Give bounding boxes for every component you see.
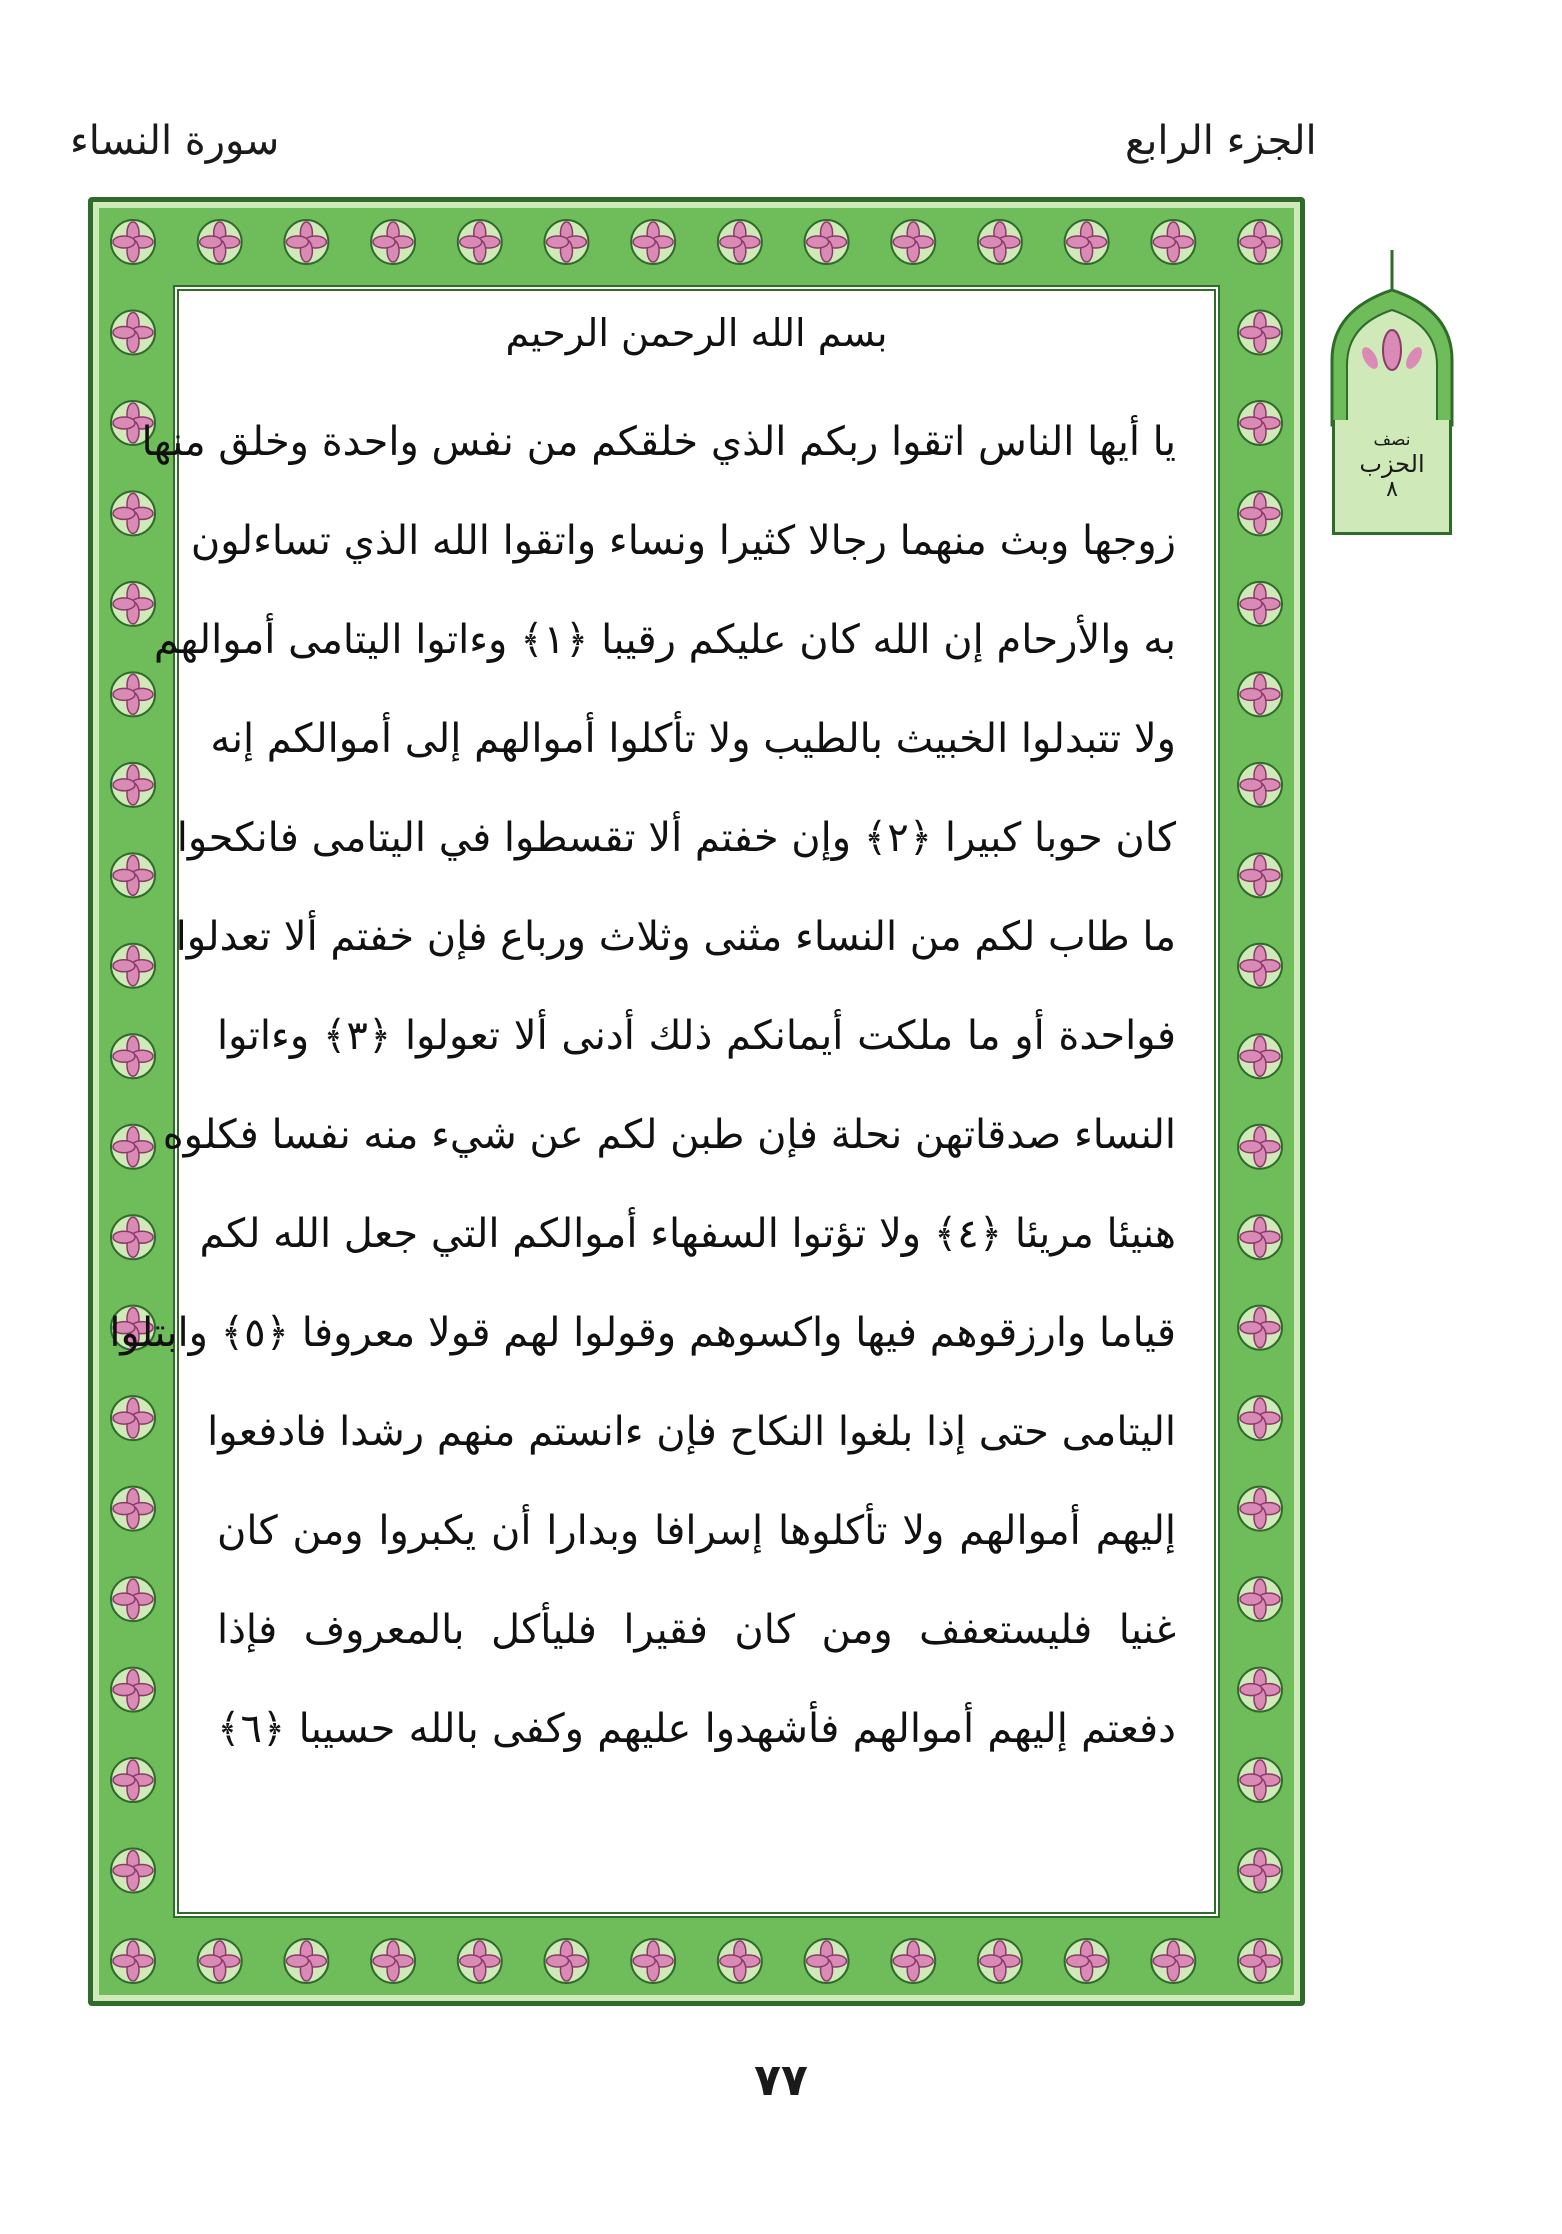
text-line: غنيا فليستعفف ومن كان فقيرا فليأكل بالمعروف فإذا	[217, 1607, 1176, 1653]
flower-motif	[544, 1939, 588, 1983]
flower-motif	[111, 1668, 155, 1712]
flower-motif	[1065, 220, 1109, 264]
flower-motif	[111, 1396, 155, 1440]
flower-motif	[631, 220, 675, 264]
flower-motif	[1238, 1487, 1282, 1531]
text-line: زوجها وبث منهما رجالا كثيرا ونساء واتقوا الله الذي تساءلون	[190, 518, 1176, 564]
flower-motif	[111, 491, 155, 535]
juz-name: الجزء الرابع	[1125, 118, 1317, 164]
flower-motif	[111, 672, 155, 716]
flower-motif	[1238, 1577, 1282, 1621]
hizb-label: الحزب	[1359, 450, 1425, 478]
flower-motif	[1238, 672, 1282, 716]
flower-motif	[198, 220, 242, 264]
text-panel	[109, 285, 1220, 1918]
hizb-label-box	[1332, 420, 1452, 535]
flower-motif	[111, 310, 155, 354]
hizb-half-label: نصف	[1373, 430, 1411, 450]
flower-motif	[111, 1758, 155, 1802]
flower-motif	[458, 1939, 502, 1983]
verse-lines	[109, 393, 1176, 1779]
text-line: يا أيها الناس اتقوا ربكم الذي خلقكم من نفس واحدة وخلق منها	[141, 419, 1176, 465]
text-line: اليتامى حتى إذا بلغوا النكاح فإن ءانستم منهم رشدا فادفعوا	[207, 1409, 1176, 1455]
hizb-number: ٨	[1386, 477, 1398, 502]
hizb-dome-icon	[1322, 250, 1462, 425]
flower-motif	[631, 1939, 675, 1983]
flower-motif	[1238, 582, 1282, 626]
text-line: قياما وارزقوهم فيها واكسوهم وقولوا لهم قولا معروفا ﴿٥﴾ وابتلوا	[109, 1310, 1176, 1356]
page-number: ٧٧	[754, 2055, 808, 2106]
flower-motif	[198, 1939, 242, 1983]
text-line: إليهم أموالهم ولا تأكلوها إسرافا وبدارا أن يكبروا ومن كان	[217, 1508, 1176, 1554]
flower-motif	[1238, 1306, 1282, 1350]
flower-motif	[111, 1125, 155, 1169]
flower-motif	[458, 220, 502, 264]
flower-motif	[111, 220, 155, 264]
flower-motif	[978, 220, 1022, 264]
flower-motif	[111, 853, 155, 897]
flower-motif	[111, 763, 155, 807]
flower-motif	[1238, 1396, 1282, 1440]
flower-motif	[544, 220, 588, 264]
text-line: هنيئا مريئا ﴿٤﴾ ولا تؤتوا السفهاء أموالكم التي جعل الله لكم	[199, 1211, 1176, 1257]
flower-motif	[1238, 1215, 1282, 1259]
flower-motif	[111, 1034, 155, 1078]
surah-name: سورة النساء	[70, 118, 280, 164]
flower-motif	[978, 1939, 1022, 1983]
flower-motif	[1238, 1758, 1282, 1802]
flower-motif	[371, 220, 415, 264]
flower-motif	[1151, 220, 1195, 264]
flower-motif	[1238, 944, 1282, 988]
flower-motif	[1238, 1034, 1282, 1078]
ornamental-frame	[88, 197, 1305, 2006]
flower-motif	[891, 1939, 935, 1983]
flower-motif	[1238, 853, 1282, 897]
flower-motif	[1238, 1668, 1282, 1712]
flower-motif	[1238, 310, 1282, 354]
flower-motif	[1065, 1939, 1109, 1983]
flower-motif	[1238, 1849, 1282, 1893]
flower-motif	[718, 1939, 762, 1983]
flower-motif	[111, 1849, 155, 1893]
flower-motif	[111, 1939, 155, 1983]
flower-motif	[111, 1215, 155, 1259]
text-line: النساء صدقاتهن نحلة فإن طبن لكم عن شيء منه نفسا فكلوه	[162, 1112, 1176, 1158]
flower-motif	[1238, 401, 1282, 445]
flower-motif	[371, 1939, 415, 1983]
text-line: كان حوبا كبيرا ﴿٢﴾ وإن خفتم ألا تقسطوا في اليتامى فانكحوا	[176, 815, 1176, 861]
flower-motif	[284, 1939, 328, 1983]
flower-motif	[1238, 763, 1282, 807]
text-line: ما طاب لكم من النساء مثنى وثلاث ورباع فإن خفتم ألا تعدلوا	[175, 914, 1176, 960]
text-line: فواحدة أو ما ملكت أيمانكم ذلك أدنى ألا تعولوا ﴿٣﴾ وءاتوا	[217, 1013, 1176, 1059]
flower-motif	[1238, 491, 1282, 535]
flower-motif	[1151, 1939, 1195, 1983]
text-line: دفعتم إليهم أموالهم فأشهدوا عليهم وكفى بالله حسيبا ﴿٦﴾	[217, 1706, 1176, 1752]
flower-motif	[891, 220, 935, 264]
flower-motif	[1238, 1939, 1282, 1983]
flower-motif	[1238, 220, 1282, 264]
flower-motif	[111, 1487, 155, 1531]
flower-motif	[111, 582, 155, 626]
text-line: به والأرحام إن الله كان عليكم رقيبا ﴿١﴾ وءاتوا اليتامى أموالهم	[153, 617, 1176, 663]
text-line: ولا تتبدلوا الخبيث بالطيب ولا تأكلوا أموالهم إلى أموالكم إنه	[210, 716, 1176, 762]
flower-motif	[805, 220, 849, 264]
flower-motif	[718, 220, 762, 264]
flower-motif	[284, 220, 328, 264]
basmala: بسم الله الرحمن الرحيم	[505, 311, 888, 355]
flower-motif	[805, 1939, 849, 1983]
flower-motif	[111, 1577, 155, 1621]
hizb-marker	[1322, 250, 1462, 540]
flower-motif	[111, 944, 155, 988]
flower-motif	[1238, 1125, 1282, 1169]
